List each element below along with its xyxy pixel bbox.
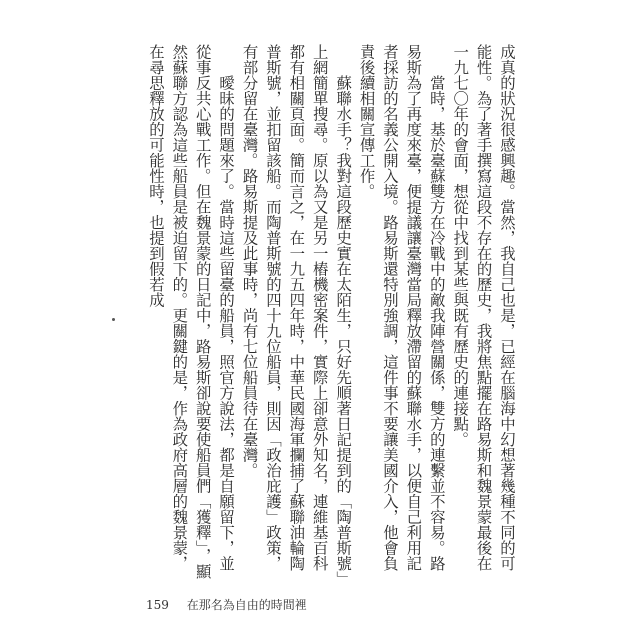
running-title: 在那名為自由的時間裡	[186, 598, 307, 612]
margin-dot	[112, 318, 115, 321]
page-footer	[146, 596, 307, 613]
paragraph-2: 當時，基於臺蘇雙方在冷戰中的敵我陣營關係，雙方的連繫並不容易。路易斯為了再度來臺，便提議讓臺灣當局釋放滯留的蘇聯水手，以便自己利用記者採訪的名義公開入境。路易斯還特別強調，這件事不要讓美國介入，他會負責後續相關宣傳工作。	[357, 44, 446, 571]
body-text	[118, 44, 518, 586]
paragraph-3: 蘇聯水手？我對這段歷史實在太陌生，只好先順著日記提到的「陶普斯號」上網簡單搜尋。原以為又是另一樁機密案件，實際上卻意外知名，連維基百科都有相關頁面。簡而言之，在一九五四年時，中華民國海軍攔捕了蘇聯油輪陶普斯號，並扣留該船。而陶普斯號的四十九位船員，則因「政治庇護」政策，有部分留在臺灣。路易斯提及此事時，尚有七位船員待在臺灣。	[240, 44, 353, 579]
page-number: 159	[146, 598, 169, 612]
paragraph-4: 曖昧的問題來了。當時這些留臺的船員，照官方說法，都是自願留下，並從事反共心戰工作。但在魏景蒙的日記中，路易斯卻說要使船員們「獲釋」，顯然蘇聯方認為這些船員是被迫留下的。更關鍵的是，作為政府高層的魏景蒙，在尋思釋放的可能性時，也提到假若成	[146, 44, 236, 579]
paragraph-1: 成真的狀況很感興趣。當然，我自己也是，已經在腦海中幻想著幾種不同的可能性。為了著手撰寫這段不存在的歷史，我將焦點擺在路易斯和魏景蒙最後在一九七〇年的會面，想從中找到某些與既有歷史的連接點。	[451, 44, 516, 571]
